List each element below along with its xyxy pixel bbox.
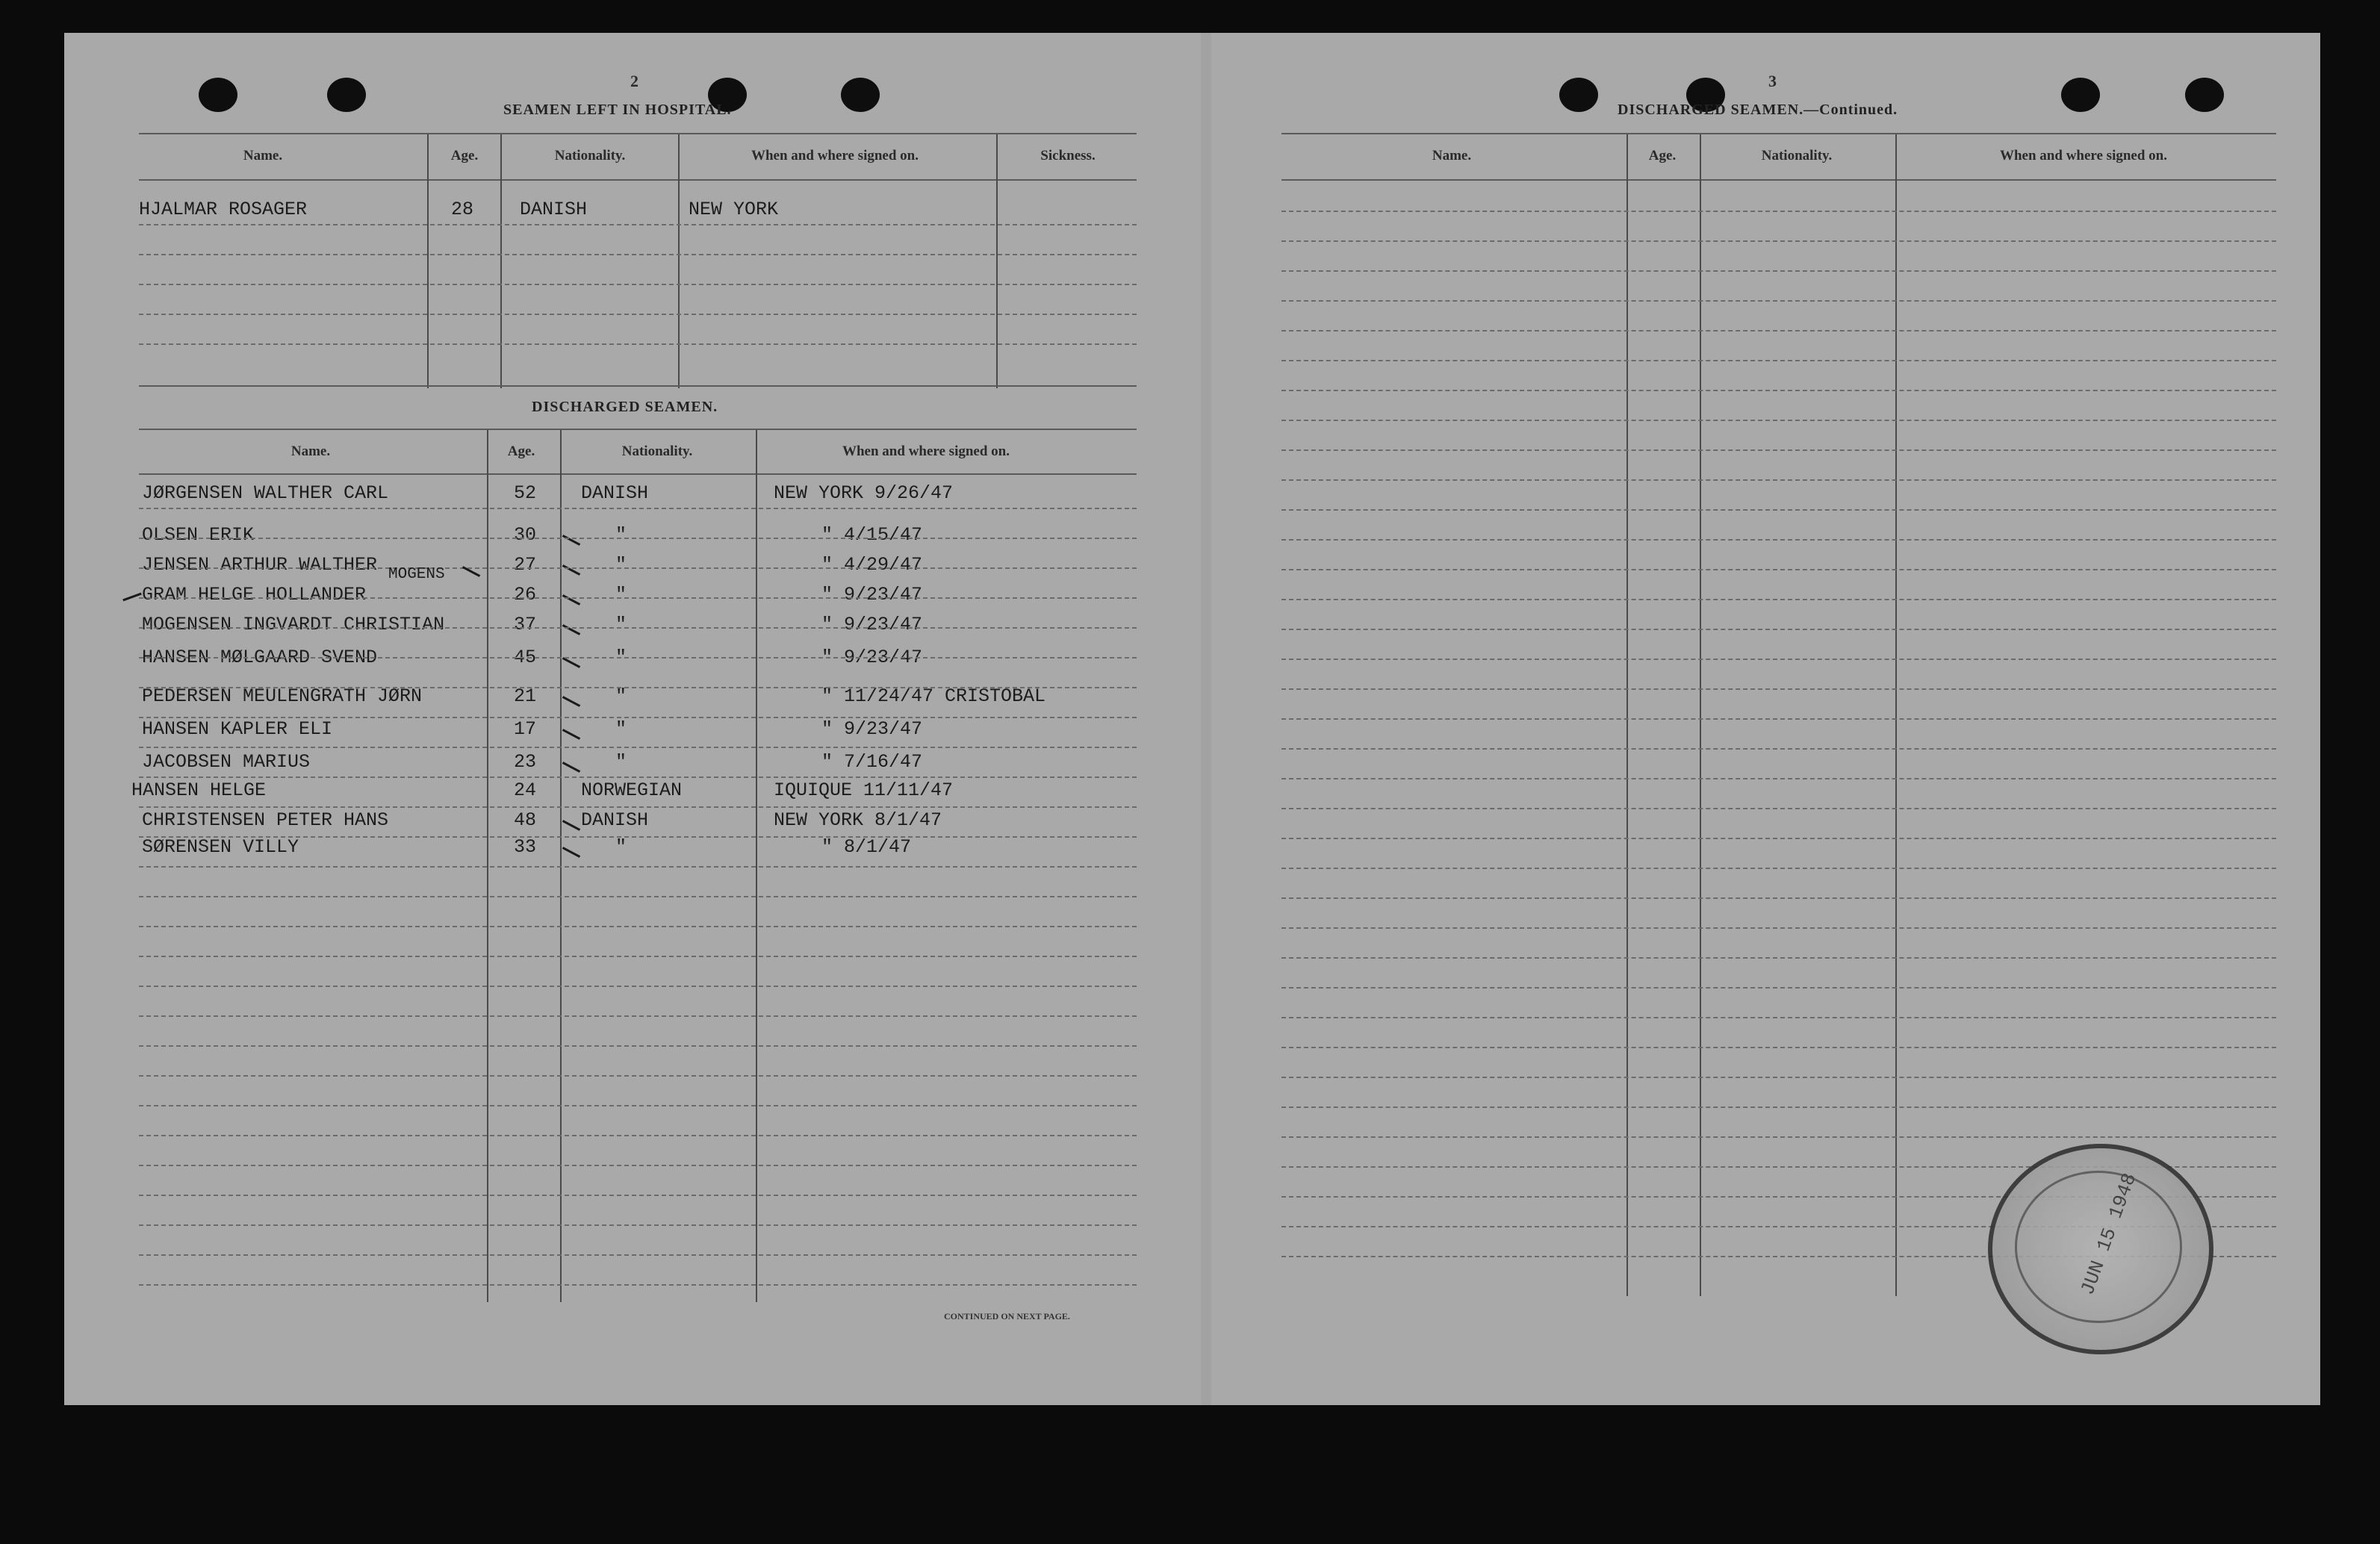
row-line xyxy=(139,508,1137,509)
row-line xyxy=(139,1015,1137,1017)
header-age: Age. xyxy=(507,443,535,459)
punch-hole xyxy=(327,78,366,112)
row-line xyxy=(139,284,1137,285)
discharged-nationality: " xyxy=(615,836,627,858)
row-line xyxy=(1281,718,2276,720)
row-line xyxy=(1281,868,2276,869)
punch-hole xyxy=(1559,78,1598,112)
rule xyxy=(1281,179,2276,181)
punch-hole xyxy=(2061,78,2100,112)
discharged-name: SØRENSEN VILLY xyxy=(142,836,299,858)
discharged-nationality: DANISH xyxy=(581,482,649,504)
discharged-nationality: " xyxy=(615,584,627,606)
discharged-signed-on: NEW YORK 8/1/47 xyxy=(774,809,942,831)
header-sickness: Sickness. xyxy=(1040,148,1096,164)
row-line xyxy=(139,314,1137,315)
header-nationality: Nationality. xyxy=(1761,148,1833,164)
row-line xyxy=(139,254,1137,255)
row-line xyxy=(139,866,1137,868)
discharged-nationality: " xyxy=(615,718,627,740)
hospital-name: HJALMAR ROSAGER xyxy=(139,199,308,220)
column-divider xyxy=(500,134,502,388)
row-line xyxy=(139,986,1137,987)
row-line xyxy=(139,1284,1137,1286)
row-line xyxy=(1281,599,2276,600)
row-line xyxy=(1281,688,2276,690)
row-line xyxy=(139,926,1137,927)
discharged-name: MOGENSEN INGVARDT CHRISTIAN xyxy=(142,614,445,635)
row-line xyxy=(139,896,1137,897)
row-line xyxy=(1281,957,2276,959)
rule xyxy=(139,385,1137,387)
hospital-nationality: DANISH xyxy=(520,199,588,220)
discharged-nationality: " xyxy=(615,554,627,576)
row-line xyxy=(139,956,1137,957)
discharged-signed-on: " 9/23/47 xyxy=(821,584,923,606)
row-line xyxy=(1281,778,2276,779)
row-line xyxy=(1281,270,2276,272)
discharged-nationality: " xyxy=(615,647,627,668)
discharged-nationality: " xyxy=(615,751,627,773)
row-line xyxy=(139,343,1137,345)
punch-hole xyxy=(841,78,880,112)
rule xyxy=(139,473,1137,475)
row-line xyxy=(139,1135,1137,1136)
discharged-nationality: " xyxy=(615,614,627,635)
discharged-name: HANSEN MØLGAARD SVEND xyxy=(142,647,378,668)
discharged-nationality: NORWEGIAN xyxy=(581,779,683,801)
row-line xyxy=(139,597,1137,599)
discharged-nationality: " xyxy=(615,524,627,546)
discharged-signed-on: " 7/16/47 xyxy=(821,751,923,773)
discharged-name: JACOBSEN MARIUS xyxy=(142,751,311,773)
row-line xyxy=(139,224,1137,225)
hospital-signed-on: NEW YORK xyxy=(689,199,779,220)
page-number: 2 xyxy=(630,72,639,90)
row-line xyxy=(1281,420,2276,421)
discharged-signed-on: " 9/23/47 xyxy=(821,647,923,668)
discharged-signed-on: " 9/23/47 xyxy=(821,614,923,635)
discharged-age: 27 xyxy=(514,554,537,576)
row-line xyxy=(1281,1017,2276,1018)
discharged-name: CHRISTENSEN PETER HANS xyxy=(142,809,389,831)
discharged-name: GRAM HELGE HOLLANDER xyxy=(142,584,367,606)
discharged-name: JENSEN ARTHUR WALTHER xyxy=(142,554,378,576)
header-name: Name. xyxy=(1432,148,1472,164)
row-line xyxy=(139,1075,1137,1077)
row-line xyxy=(1281,300,2276,302)
row-line xyxy=(139,1045,1137,1047)
row-line xyxy=(139,747,1137,748)
header-nationality: Nationality. xyxy=(621,443,693,459)
header-signed-on: When and where signed on. xyxy=(842,443,1010,459)
discharged-age: 45 xyxy=(514,647,537,668)
row-line xyxy=(1281,629,2276,630)
hospital-age: 28 xyxy=(451,199,474,220)
row-line xyxy=(1281,659,2276,660)
interlinear-note: MOGENS xyxy=(388,566,445,583)
discharged-name: OLSEN ERIK xyxy=(142,524,255,546)
discharged-signed-on: " 4/15/47 xyxy=(821,524,923,546)
rule xyxy=(139,179,1137,181)
discharged-name: JØRGENSEN WALTHER CARL xyxy=(142,482,389,504)
discharged-age: 21 xyxy=(514,685,537,707)
header-age: Age. xyxy=(1648,148,1677,164)
row-line xyxy=(139,717,1137,718)
discharged-name: HANSEN KAPLER ELI xyxy=(142,718,333,740)
row-line xyxy=(1281,211,2276,212)
row-line xyxy=(139,1254,1137,1256)
row-line xyxy=(1281,449,2276,451)
row-line xyxy=(1281,509,2276,511)
discharged-name: HANSEN HELGE xyxy=(131,779,267,801)
row-line xyxy=(139,1195,1137,1196)
rule xyxy=(139,429,1137,430)
header-name: Name. xyxy=(290,443,331,459)
discharged-signed-on: " 8/1/47 xyxy=(821,836,912,858)
discharged-signed-on: " 11/24/47 CRISTOBAL xyxy=(821,685,1046,707)
discharged-signed-on: IQUIQUE 11/11/47 xyxy=(774,779,954,801)
row-line xyxy=(139,627,1137,629)
row-line xyxy=(1281,808,2276,809)
continued-note: CONTINUED ON NEXT PAGE. xyxy=(944,1311,1070,1322)
row-line xyxy=(1281,240,2276,242)
punch-hole xyxy=(199,78,237,112)
discharged-age: 30 xyxy=(514,524,537,546)
punch-hole xyxy=(2185,78,2224,112)
discharged-section-title: DISCHARGED SEAMEN. xyxy=(532,399,718,415)
rule xyxy=(1281,133,2276,134)
row-line xyxy=(139,806,1137,808)
row-line xyxy=(1281,539,2276,541)
discharged-signed-on: " 4/29/47 xyxy=(821,554,923,576)
row-line xyxy=(1281,390,2276,391)
discharged-age: 52 xyxy=(514,482,537,504)
column-divider xyxy=(1626,134,1628,1296)
column-divider xyxy=(996,134,998,388)
column-divider xyxy=(427,134,429,388)
discharged-age: 17 xyxy=(514,718,537,740)
header-signed-on: When and where signed on. xyxy=(1999,148,2168,164)
row-line xyxy=(139,776,1137,778)
row-line xyxy=(1281,1136,2276,1138)
row-line xyxy=(139,1224,1137,1226)
discharged-nationality: DANISH xyxy=(581,809,649,831)
rule xyxy=(139,133,1137,134)
header-nationality: Nationality. xyxy=(554,148,626,164)
column-divider xyxy=(1895,134,1897,1296)
discharged-age: 33 xyxy=(514,836,537,858)
page-number: 3 xyxy=(1768,72,1777,90)
discharged-age: 48 xyxy=(514,809,537,831)
page-fold xyxy=(1201,33,1211,1405)
header-signed-on: When and where signed on. xyxy=(751,148,919,164)
row-line xyxy=(1281,987,2276,989)
row-line xyxy=(1281,1106,2276,1108)
page-title: DISCHARGED SEAMEN.—Continued. xyxy=(1618,102,1898,118)
row-line xyxy=(139,1105,1137,1106)
row-line xyxy=(139,657,1137,659)
hospital-section-title: SEAMEN LEFT IN HOSPITAL. xyxy=(503,102,732,118)
discharged-nationality: " xyxy=(615,685,627,707)
row-line xyxy=(139,1165,1137,1166)
row-line xyxy=(1281,330,2276,331)
row-line xyxy=(139,836,1137,838)
row-line xyxy=(1281,1047,2276,1048)
row-line xyxy=(1281,838,2276,839)
row-line xyxy=(1281,748,2276,750)
row-line xyxy=(1281,479,2276,481)
discharged-age: 26 xyxy=(514,584,537,606)
column-divider xyxy=(1700,134,1701,1296)
discharged-signed-on: " 9/23/47 xyxy=(821,718,923,740)
discharged-age: 23 xyxy=(514,751,537,773)
receipt-stamp: JUN 15 1948 xyxy=(1988,1144,2213,1354)
header-age: Age. xyxy=(450,148,479,164)
row-line xyxy=(1281,360,2276,361)
discharged-age: 37 xyxy=(514,614,537,635)
row-line xyxy=(1281,897,2276,899)
row-line xyxy=(1281,927,2276,929)
row-line xyxy=(1281,569,2276,570)
discharged-signed-on: NEW YORK 9/26/47 xyxy=(774,482,954,504)
discharged-name: PEDERSEN MEULENGRATH JØRN xyxy=(142,685,423,707)
discharged-age: 24 xyxy=(514,779,537,801)
row-line xyxy=(139,567,1137,569)
column-divider xyxy=(678,134,680,388)
row-line xyxy=(139,687,1137,688)
header-name: Name. xyxy=(243,148,283,164)
row-line xyxy=(139,538,1137,539)
row-line xyxy=(1281,1077,2276,1078)
